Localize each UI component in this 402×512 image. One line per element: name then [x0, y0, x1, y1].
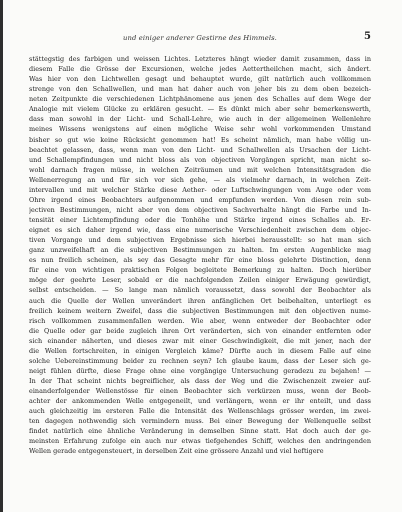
text-line: diesem Falle die Grösse der Excursionen, welche jedes Aettertheilchen macht, sich ändert.	[29, 65, 371, 74]
text-line: es nun freilich scheinen, als sey das Gesagte mehr für eine bloss gelehrte Distinction, denn	[29, 256, 371, 265]
text-line: tiven Vorgange und dem subjectiven Ergebnisse sich hierbei herausstellt: so hat man sich	[29, 236, 371, 245]
text-line: tensität einer Lichtempfindung oder die Tonhöhe und Stärke irgend eines Schalles ab. Er-	[29, 216, 371, 224]
text-line: die Wellen fortschreiten, in einigen Vergleich käme? Dürfte auch in diesem Falle auf eine	[29, 346, 371, 355]
text-line: ten dagegen nothwendig sich vermindern muss. Bei einer Bewegung der Wellenquelle selbst	[29, 417, 371, 426]
text-line: Wellen gerade entgegensteuert, in derselben Zeit eine grössere Anzahl und viel heftigere	[29, 447, 324, 456]
text-line: freilich keinem weitern Zweifel, dass die subjectiven Bestimmungen mit den objectiven nume-	[29, 306, 371, 315]
text-line: dass man sowohl in der Licht- und Schall-Lehre, wie auch in der allgemeinen Wellenlehre	[29, 115, 371, 124]
text-line: sich einander näherten, und dieses zwar mit einer Geschwindigkeit, die mit jener, nach der	[29, 336, 371, 345]
text-line: Was hier von den Lichtwellen gesagt und behauptet wurde, gilt natürlich auch vollkommen	[29, 75, 371, 84]
text-line: In der That scheint nichts begreiflicher, als dass der Weg und die Zwischenzeit zweier auf-	[29, 377, 371, 385]
text-line: ganz unzweifelhaft an die subjectiven Bestimmungen zu halten. Im ersten Augenblicke mag	[29, 246, 371, 255]
text-line: risch vollkommen zusammenfallen werden. Wie aber, wenn entweder der Beobachter oder	[29, 316, 371, 325]
text-line: eignet es sich daher irgend wie, dass eine numerische Verschiedenheit zwischen dem objec-	[29, 226, 371, 235]
text-line: findet natürlich eine ähnliche Veränderung in demselben Sinne statt. Hat doch auch der ge-	[29, 427, 371, 436]
text-line: stättegstig des farbigen und weissen Lichtes. Letzteres hängt wieder damit zusammen, dass in	[29, 55, 371, 63]
text-line: auch gleichzeitig im ersteren Falle die Intensität des Wellenschlags grösser werden, im zwei-	[29, 407, 371, 416]
scan-edge	[0, 0, 3, 512]
text-line: Ohre irgend eines Beobachters aufgenommen und empfunden werden. Von diesen rein sub-	[29, 195, 371, 204]
text-line: solche Uebereinstimmung beider zu rechnen seyn? Ich glaube kaum, dass der Leser sich ge-	[29, 356, 371, 365]
text-line: meinsten Erfahrung zufolge ein auch nur etwas tiefgehendes Schiff, welches den andringenden	[29, 437, 371, 446]
text-line: auch die Quelle der Wellen unverändert ihren anfänglichen Ort beibehalten, unterliegt es	[29, 296, 371, 305]
text-line: selbst entscheiden. — So lange man nämlich voraussetzt, dass sowohl der Beobachter als	[29, 286, 371, 295]
text-line: intervallen und mit welcher Stärke diese Aether- oder Luftschwingungen vom Auge oder vom	[29, 185, 371, 194]
text-line: möge der geehrte Leser, sobald er die nachfolgenden Zeilen einiger Erwägung gewürdigt,	[29, 276, 371, 285]
text-line: wohl darnach fragen müsse, in welchen Zeiträumen und mit welchen Intensitätsgraden die	[29, 165, 371, 174]
text-line: und Schallempfindungen und nicht bloss als von objectiven Vorgängen spricht, man nicht so-	[29, 155, 371, 164]
text-line: achter der ankommenden Welle entgegeneilt, und verlängern, wenn er ihr enteilt, und dass	[29, 397, 371, 406]
text-line: meines Wissens wenigstens auf einen mögliche Weise sehr wohl vorkommenden Umstand	[29, 125, 371, 134]
text-line: für eine von wichtigen praktischen Folgen begleitete Bemerkung zu halten. Doch hierüber	[29, 266, 371, 275]
text-line: einanderfolgender Wellenstösse für einen Beobachter sich verkürzen muss, wenn der Beob-	[29, 387, 371, 396]
text-line: bisher so gut wie keine Rücksicht genommen hat! Es scheint nämlich, man habe völlig un-	[29, 135, 371, 144]
page-header	[29, 33, 371, 47]
text-line: beachtet gelassen, dass, wenn man von den Licht- und Schallwellen als Ursachen der Licht-	[29, 145, 371, 154]
text-line: neten Zeitpunkte die verschiedenen Lichtphänomene aus jenen des Schalles auf dem Wege der	[29, 95, 371, 104]
running-title: und einiger anderer Gestirne des Himmels.	[123, 34, 277, 42]
text-line: Wellenerregung an und für sich vor sich gehe, — als vielmehr darnach, in welchen Zeit-	[29, 175, 371, 184]
text-line: strenge von den Schallwellen, und man hat daher auch von jeher bis zu dem oben bezeich-	[29, 85, 371, 94]
body-text	[29, 54, 371, 457]
text-line: die Quelle oder gar beide zugleich ihren Ort veränderten, sich von einander entfernten oder	[29, 326, 371, 335]
text-line: neigt fühlen dürfte, diese Frage ohne eine vorgängige Untersuchung geradezu zu bejahen! —	[29, 366, 371, 375]
page-number: 5	[364, 31, 371, 42]
text-line: jectiven Bestimmungen, nicht aber von dem objectiven Sachverhalte hängt die Farbe und In-	[29, 205, 371, 214]
text-line: Analogie mit vielem Glücke zu erklären gesucht. — Es dünkt mich aber sehr bemerkenswerth,	[29, 105, 371, 114]
